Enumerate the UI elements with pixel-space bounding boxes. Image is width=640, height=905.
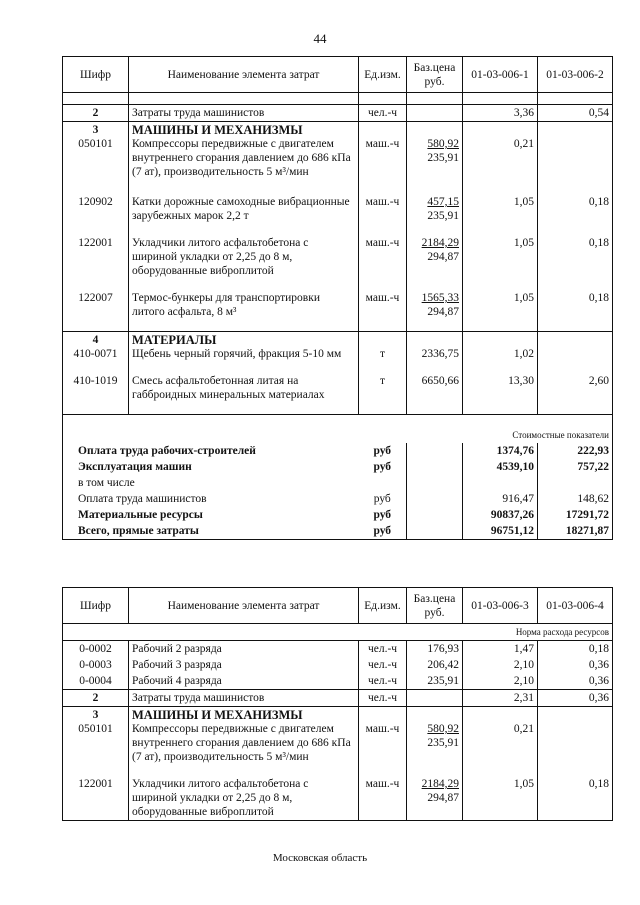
row-value-2: 0,18 xyxy=(538,776,613,821)
row-name: Термос-бункеры для транспортировки литого асфальта, 8 м³ xyxy=(129,290,359,320)
footer-region: Московская область xyxy=(272,852,368,864)
row-unit: чел.-ч xyxy=(359,657,407,673)
page-number: 44 xyxy=(313,31,327,46)
row-unit: маш.-ч xyxy=(365,138,400,150)
row-value-2: 0,18 xyxy=(538,290,613,320)
row-price-top: 457,15 xyxy=(427,196,459,208)
section-title: МАШИНЫ И МЕХАНИЗМЫ xyxy=(132,708,303,722)
row-name: Рабочий 2 разряда xyxy=(129,641,359,658)
row-price xyxy=(407,105,463,122)
row-price: 6650,66 xyxy=(407,373,463,403)
summary-label: в том числе xyxy=(63,475,359,491)
row-name: Рабочий 4 разряда xyxy=(129,673,359,690)
row-unit: т xyxy=(379,348,386,360)
summary-value-2: 148,62 xyxy=(538,491,613,507)
summary-value-1: 96751,12 xyxy=(463,523,538,540)
summary-value-2: 757,22 xyxy=(538,459,613,475)
row-price-bottom: 235,91 xyxy=(427,210,459,222)
row-value-2: 0,18 xyxy=(538,194,613,224)
row-name: Компрессоры передвижные с двигателем внутреннего сгорания давлением до 686 кПа (7 ат), производительность 5 м³/мин xyxy=(132,138,351,178)
table-row xyxy=(63,290,613,320)
row-name: Затраты труда машинистов xyxy=(129,105,359,122)
summary-unit: руб xyxy=(373,493,391,505)
header-code: Шифр xyxy=(63,57,129,93)
summary-row xyxy=(63,523,613,540)
table-row xyxy=(63,776,613,821)
row-name: Рабочий 3 разряда xyxy=(129,657,359,673)
row-name: Укладчики литого асфальтобетона с шириной укладки от 2,25 до 8 м, оборудованные виброплитой xyxy=(129,235,359,279)
row-unit: маш.-ч xyxy=(359,194,407,224)
row-unit: маш.-ч xyxy=(365,723,400,735)
summary-row xyxy=(63,507,613,523)
row-code: 122007 xyxy=(63,290,129,320)
row-unit: чел.-ч xyxy=(359,105,407,122)
summary-unit: руб xyxy=(373,461,392,473)
row-value-1: 1,05 xyxy=(463,290,538,320)
row-price: 206,42 xyxy=(407,657,463,673)
cost-caption: Стоимостные показатели xyxy=(463,427,613,443)
resource-table-2 xyxy=(62,587,613,821)
header-price: Баз.цена руб. xyxy=(407,588,463,624)
row-value-2: 0,54 xyxy=(538,105,613,122)
summary-value-2 xyxy=(538,475,613,491)
header-col1: 01-03-006-1 xyxy=(463,57,538,93)
summary-row xyxy=(63,475,613,491)
row-value-1: 13,30 xyxy=(463,373,538,403)
row-value-2: 0,36 xyxy=(538,657,613,673)
row-value-1: 2,31 xyxy=(463,690,538,707)
row-unit: маш.-ч xyxy=(359,235,407,279)
header-unit: Ед.изм. xyxy=(359,57,407,93)
row-name: Затраты труда машинистов xyxy=(129,690,359,707)
section-row xyxy=(63,332,613,363)
row-value-2: 2,60 xyxy=(538,373,613,403)
row-value-2: 0,18 xyxy=(538,235,613,279)
section-title: МАТЕРИАЛЫ xyxy=(132,333,217,347)
row-price-top: 2184,29 xyxy=(421,778,459,790)
table-row xyxy=(63,194,613,224)
row-value-1: 1,05 xyxy=(463,194,538,224)
norm-caption: Норма расхода ресурсов xyxy=(463,624,613,641)
header-col1: 01-03-006-3 xyxy=(463,588,538,624)
row-code: 122001 xyxy=(63,235,129,279)
summary-row xyxy=(63,443,613,459)
row-name: Щебень черный горячий, фракция 5-10 мм xyxy=(132,348,342,360)
header-code: Шифр xyxy=(63,588,129,624)
resource-table-1 xyxy=(62,56,613,540)
row-code: 0-0004 xyxy=(63,673,129,690)
row-value-1: 1,02 xyxy=(513,348,534,360)
summary-row xyxy=(63,491,613,507)
summary-value-1: 90837,26 xyxy=(463,507,538,523)
row-price-top: 2184,29 xyxy=(421,237,459,249)
row-price: 176,93 xyxy=(407,641,463,658)
row-unit: т xyxy=(359,373,407,403)
row-price-bottom: 235,91 xyxy=(427,152,459,164)
row-value-1: 3,36 xyxy=(463,105,538,122)
row-value-1: 2,10 xyxy=(463,673,538,690)
summary-value-1: 1374,76 xyxy=(463,443,538,459)
row-code: 0-0002 xyxy=(63,641,129,658)
summary-unit: руб xyxy=(373,509,392,521)
summary-unit xyxy=(359,475,407,491)
row-unit: чел.-ч xyxy=(359,641,407,658)
table-row xyxy=(63,235,613,279)
summary-label: Оплата труда рабочих-строителей xyxy=(63,443,359,459)
row-code: 122001 xyxy=(63,776,129,821)
header-col2: 01-03-006-4 xyxy=(538,588,613,624)
row-price-top: 1565,33 xyxy=(421,292,459,304)
row-name: Укладчики литого асфальтобетона с шириной укладки от 2,25 до 8 м, оборудованные виброплитой xyxy=(129,776,359,821)
row-price-top: 580,92 xyxy=(427,138,459,150)
summary-label: Оплата труда машинистов xyxy=(63,491,359,507)
row-name: Компрессоры передвижные с двигателем внутреннего сгорания давлением до 686 кПа (7 ат), производительность 5 м³/мин xyxy=(132,723,351,763)
summary-unit: руб xyxy=(359,523,407,540)
table-row xyxy=(63,105,613,122)
row-code: 0-0003 xyxy=(63,657,129,673)
section-row xyxy=(63,707,613,766)
row-value-1: 0,21 xyxy=(513,723,534,735)
row-unit: маш.-ч xyxy=(359,776,407,821)
summary-value-2: 17291,72 xyxy=(538,507,613,523)
row-value-2: 0,36 xyxy=(538,690,613,707)
row-name: Катки дорожные самоходные вибрационные зарубежных марок 2,2 т xyxy=(129,194,359,224)
row-unit: чел.-ч xyxy=(359,690,407,707)
row-price-bottom: 294,87 xyxy=(427,306,459,318)
summary-value-1: 916,47 xyxy=(463,491,538,507)
section-row xyxy=(63,122,613,181)
summary-value-2: 222,93 xyxy=(538,443,613,459)
row-code: 2 xyxy=(63,690,129,707)
table-row xyxy=(63,673,613,690)
row-value-1: 1,47 xyxy=(463,641,538,658)
row-value-1: 0,21 xyxy=(513,138,534,150)
row-price: 235,91 xyxy=(407,673,463,690)
header-col2: 01-03-006-2 xyxy=(538,57,613,93)
row-unit: маш.-ч xyxy=(359,290,407,320)
section-code: 3 050101 xyxy=(63,122,129,181)
row-value-2: 0,18 xyxy=(538,641,613,658)
row-value-2: 0,36 xyxy=(538,673,613,690)
summary-row xyxy=(63,459,613,475)
row-value-1: 1,05 xyxy=(463,235,538,279)
row-price: 2336,75 xyxy=(421,348,459,360)
header-price: Баз.цена руб. xyxy=(407,57,463,93)
row-code: 2 xyxy=(63,105,129,122)
row-name: Смесь асфальтобетонная литая на габброидных минеральных материалах xyxy=(129,373,359,403)
summary-value-1 xyxy=(463,475,538,491)
summary-value-2: 18271,87 xyxy=(538,523,613,540)
summary-unit: руб xyxy=(373,445,392,457)
row-price-bottom: 235,91 xyxy=(427,737,459,749)
row-value-1: 1,05 xyxy=(463,776,538,821)
section-title: МАШИНЫ И МЕХАНИЗМЫ xyxy=(132,123,303,137)
table-row xyxy=(63,657,613,673)
row-price xyxy=(407,690,463,707)
section-code: 3 050101 xyxy=(63,707,129,766)
header-unit: Ед.изм. xyxy=(359,588,407,624)
row-code: 120902 xyxy=(63,194,129,224)
row-price-bottom: 294,87 xyxy=(427,792,459,804)
row-code: 410-1019 xyxy=(63,373,129,403)
table-row xyxy=(63,641,613,658)
header-name: Наименование элемента затрат xyxy=(129,588,359,624)
header-name: Наименование элемента затрат xyxy=(129,57,359,93)
summary-value-1: 4539,10 xyxy=(463,459,538,475)
summary-label: Материальные ресурсы xyxy=(63,507,359,523)
section-code: 4 410-0071 xyxy=(63,332,129,363)
row-price-bottom: 294,87 xyxy=(427,251,459,263)
table-row xyxy=(63,373,613,403)
summary-label: Эксплуатация машин xyxy=(63,459,359,475)
row-price-top: 580,92 xyxy=(427,723,459,735)
row-value-1: 2,10 xyxy=(463,657,538,673)
row-unit: чел.-ч xyxy=(359,673,407,690)
summary-label: Всего, прямые затраты xyxy=(63,523,359,540)
table-row xyxy=(63,690,613,707)
